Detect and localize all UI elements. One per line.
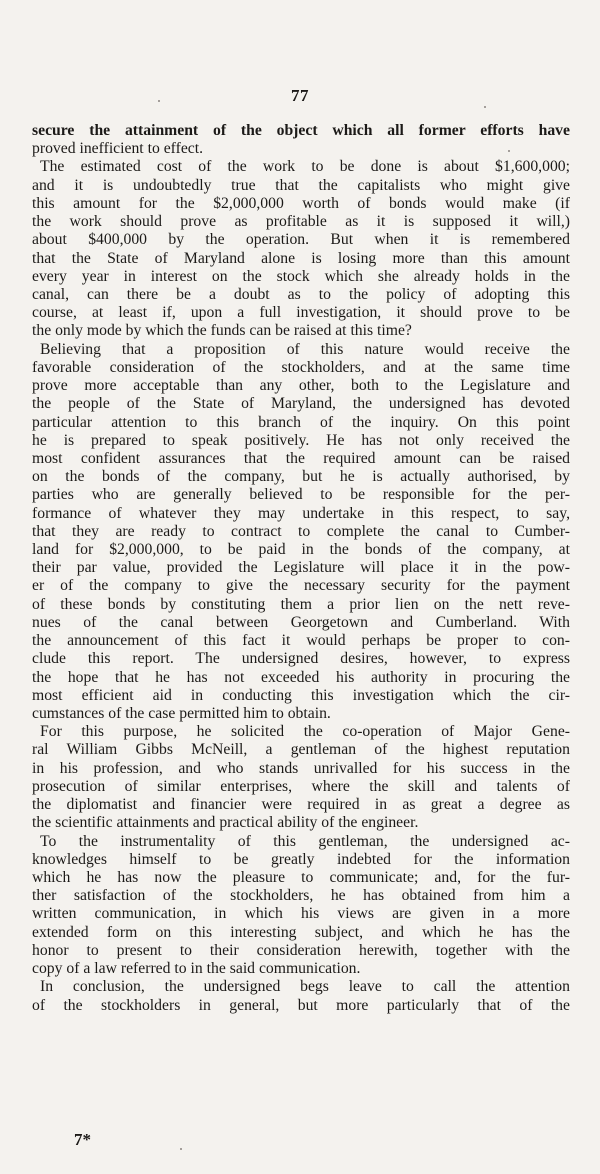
text-line: land for $2,000,000, to be paid in the bonds of the company, at: [32, 541, 570, 559]
body-text: [32, 122, 570, 1015]
text-line: knowledges himself to be greatly indebted for the information: [32, 850, 570, 868]
text-line: favorable consideration of the stockholders, and at the same time: [32, 358, 570, 376]
text-line: er of the company to give the necessary security for the payment: [32, 577, 570, 595]
text-line: canal, can there be a doubt as to the policy of adopting this: [32, 285, 570, 303]
text-line: of these bonds by constituting them a prior lien on the nett reve-: [32, 595, 570, 613]
text-line: In conclusion, the undersigned begs leave to call the attention: [40, 978, 570, 996]
text-line: this amount for the $2,000,000 worth of bonds would make (if: [32, 194, 570, 212]
text-line: the only mode by which the funds can be raised at this time?: [32, 322, 412, 340]
text-line: of the stockholders in general, but more particularly that of the: [32, 996, 570, 1014]
text-line: extended form on this interesting subject, and which he has the: [32, 923, 570, 941]
text-line: most efficient aid in conducting this investigation which the cir-: [32, 686, 570, 704]
text-line: Believing that a proposition of this nature would receive the: [40, 340, 570, 358]
text-line: which he has now the pleasure to communicate; and, for the fur-: [32, 868, 570, 886]
text-line: the scientific attainments and practical ability of the engineer.: [32, 814, 419, 832]
text-line: For this purpose, he solicited the co-operation of Major Gene-: [40, 723, 570, 741]
page-number: 77: [291, 86, 309, 105]
text-line: the diplomatist and financier were required in as great a degree as: [32, 796, 570, 814]
text-line: on the bonds of the company, but he is actually authorised, by: [32, 468, 570, 486]
text-line: their par value, provided the Legislature will place it in the pow-: [32, 559, 570, 577]
text-line: the work should prove as profitable as it is supposed it will,): [32, 213, 570, 231]
text-line: he is prepared to speak positively. He has not only received the: [32, 431, 570, 449]
text-line: nues of the canal between Georgetown and Cumberland. With: [32, 613, 570, 631]
signature-mark: 7*: [74, 1130, 91, 1149]
text-line: the hope that he has not exceeded his authority in procuring the: [32, 668, 570, 686]
text-line: prosecution of similar enterprises, where the skill and talents of: [32, 777, 570, 795]
text-line: clude this report. The undersigned desires, however, to express: [32, 650, 570, 668]
text-line: prove more acceptable than any other, both to the Legislature and: [32, 377, 570, 395]
text-line: ral William Gibbs McNeill, a gentleman of the highest reputation: [32, 741, 570, 759]
text-line: course, at least if, upon a full investigation, it should prove to be: [32, 304, 570, 322]
text-line: and it is undoubtedly true that the capitalists who might give: [32, 176, 570, 194]
text-line: To the instrumentality of this gentleman, the undersigned ac-: [40, 832, 570, 850]
text-line: proved inefficient to effect.: [32, 140, 204, 158]
text-line: ther satisfaction of the stockholders, he has obtained from him a: [32, 887, 570, 905]
text-line: secure the attainment of the object which all former efforts have: [32, 122, 570, 139]
text-line: written communication, in which his views are given in a more: [32, 905, 570, 923]
text-line: honor to present to their consideration herewith, together with the: [32, 941, 570, 959]
text-line: cumstances of the case permitted him to obtain.: [32, 705, 331, 722]
text-line: every year in interest on the stock which she already holds in the: [32, 267, 570, 285]
text-line: that they are ready to contract to complete the canal to Cumber-: [32, 522, 570, 540]
text-line: The estimated cost of the work to be done is about $1,600,000;: [40, 158, 570, 176]
text-line: copy of a law referred to in the said communication.: [32, 960, 361, 978]
text-line: particular attention to this branch of the inquiry. On this point: [32, 413, 570, 431]
text-line: parties who are generally believed to be responsible for the per-: [32, 486, 570, 504]
paper-speck: [484, 106, 486, 108]
text-line: that the State of Maryland alone is losing more than this amount: [32, 249, 570, 267]
text-line: most confident assurances that the required amount can be raised: [32, 449, 570, 467]
paper-speck: [508, 150, 510, 152]
text-line: the announcement of this fact it would perhaps be proper to con-: [32, 632, 570, 650]
paper-speck: [158, 100, 160, 102]
paper-speck: [180, 1148, 182, 1150]
text-line: about $400,000 by the operation. But when it is remembered: [32, 231, 570, 249]
text-line: in his profession, and who stands unrivalled for his success in the: [32, 759, 570, 777]
text-line: the people of the State of Maryland, the undersigned has devoted: [32, 395, 570, 413]
text-line: formance of whatever they may undertake in this respect, to say,: [32, 504, 570, 522]
